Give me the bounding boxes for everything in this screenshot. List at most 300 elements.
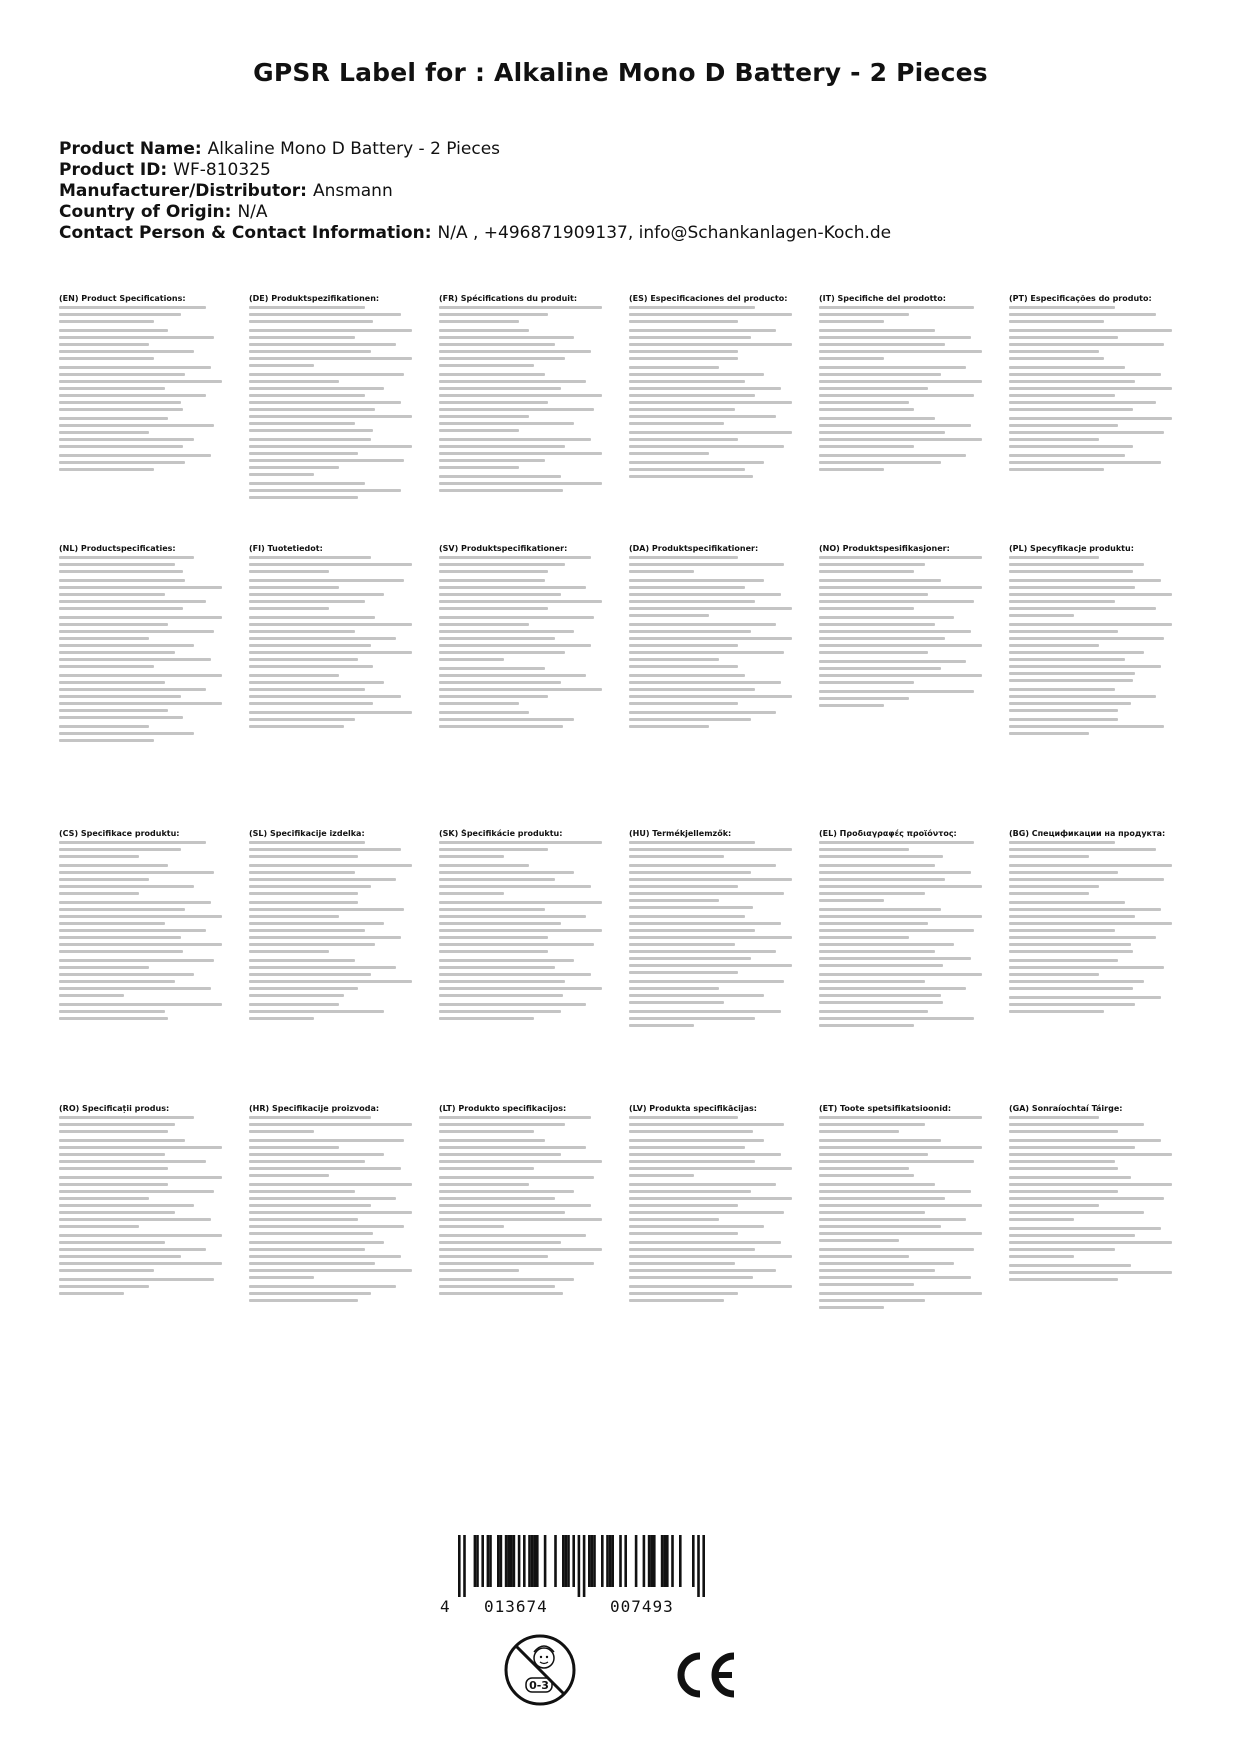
language-block bbox=[819, 544, 982, 713]
spec-section bbox=[629, 1010, 792, 1027]
barcode-bar bbox=[531, 1535, 534, 1587]
text-line bbox=[629, 357, 738, 360]
text-line bbox=[1009, 943, 1131, 946]
text-line bbox=[59, 1010, 165, 1013]
text-line bbox=[439, 570, 548, 573]
text-line bbox=[439, 1248, 602, 1251]
text-line bbox=[819, 987, 966, 990]
text-line bbox=[819, 660, 966, 663]
product-name-row bbox=[59, 139, 1189, 160]
text-line bbox=[629, 1276, 753, 1279]
text-line bbox=[629, 1255, 792, 1258]
text-line bbox=[439, 980, 565, 983]
text-line bbox=[1009, 329, 1172, 332]
text-line bbox=[249, 429, 373, 432]
text-line bbox=[439, 623, 529, 626]
text-line bbox=[819, 1116, 982, 1119]
language-block bbox=[629, 1104, 792, 1308]
text-line bbox=[1009, 387, 1172, 390]
text-line bbox=[819, 336, 971, 339]
spec-section bbox=[439, 1003, 602, 1020]
barcode-bar bbox=[500, 1535, 503, 1587]
text-line bbox=[249, 908, 404, 911]
text-line bbox=[439, 674, 586, 677]
text-line bbox=[629, 1130, 753, 1133]
text-line bbox=[1009, 936, 1156, 939]
spec-section bbox=[1009, 901, 1172, 953]
text-line bbox=[1009, 973, 1099, 976]
text-line bbox=[1009, 630, 1118, 633]
text-line bbox=[249, 1017, 314, 1020]
text-line bbox=[59, 1204, 194, 1207]
spec-section bbox=[249, 616, 412, 668]
text-line bbox=[629, 987, 719, 990]
text-line bbox=[1009, 623, 1172, 626]
text-line bbox=[249, 1299, 358, 1302]
text-line bbox=[819, 401, 909, 404]
text-line bbox=[1009, 841, 1115, 844]
text-line bbox=[439, 943, 594, 946]
product-info bbox=[59, 139, 1189, 244]
text-line bbox=[439, 343, 555, 346]
language-block bbox=[1009, 829, 1172, 1019]
text-line bbox=[439, 438, 591, 441]
text-line bbox=[59, 674, 222, 677]
text-line bbox=[59, 901, 211, 904]
spec-section bbox=[1009, 1139, 1172, 1170]
spec-section bbox=[249, 901, 412, 953]
text-line bbox=[629, 980, 784, 983]
text-line bbox=[819, 607, 914, 610]
text-line bbox=[439, 915, 586, 918]
spec-section bbox=[629, 431, 792, 455]
text-line bbox=[629, 431, 792, 434]
text-line bbox=[59, 658, 211, 661]
text-line bbox=[629, 906, 753, 909]
text-line bbox=[59, 1241, 165, 1244]
spec-section bbox=[249, 373, 412, 432]
text-line bbox=[439, 1139, 545, 1142]
text-line bbox=[819, 417, 935, 420]
spec-section bbox=[629, 579, 792, 617]
text-line bbox=[1009, 1153, 1172, 1156]
barcode-bar bbox=[619, 1535, 622, 1587]
text-line bbox=[819, 1017, 974, 1020]
text-line bbox=[1009, 431, 1164, 434]
spec-section bbox=[1009, 454, 1172, 471]
text-line bbox=[249, 922, 384, 925]
language-heading: (IT) Specifiche del prodotto: bbox=[819, 294, 946, 303]
text-line bbox=[629, 1146, 745, 1149]
text-line bbox=[439, 936, 548, 939]
text-line bbox=[439, 718, 574, 721]
text-line bbox=[59, 387, 165, 390]
text-line bbox=[1009, 607, 1156, 610]
text-line bbox=[439, 1190, 574, 1193]
text-line bbox=[249, 718, 355, 721]
text-line bbox=[1009, 892, 1089, 895]
text-line bbox=[249, 936, 401, 939]
text-line bbox=[819, 1197, 945, 1200]
text-line bbox=[819, 424, 971, 427]
text-line bbox=[1009, 709, 1118, 712]
text-line bbox=[59, 915, 222, 918]
barcode-bar bbox=[536, 1535, 539, 1587]
text-line bbox=[819, 864, 935, 867]
contact-row bbox=[59, 223, 1189, 244]
text-line bbox=[439, 373, 545, 376]
text-line bbox=[59, 438, 194, 441]
barcode-bar bbox=[567, 1535, 570, 1587]
text-line bbox=[819, 1306, 884, 1309]
text-line bbox=[249, 1174, 329, 1177]
text-line bbox=[629, 1292, 738, 1295]
text-line bbox=[439, 394, 602, 397]
text-line bbox=[629, 929, 755, 932]
text-line bbox=[819, 1139, 941, 1142]
text-line bbox=[819, 667, 941, 670]
text-line bbox=[629, 1024, 694, 1027]
text-line bbox=[249, 848, 401, 851]
spec-section bbox=[629, 1116, 792, 1133]
barcode-bar bbox=[510, 1535, 513, 1587]
text-line bbox=[59, 1116, 194, 1119]
text-line bbox=[249, 711, 412, 714]
text-line bbox=[59, 864, 168, 867]
text-line bbox=[629, 1116, 738, 1119]
text-line bbox=[59, 431, 149, 434]
text-line bbox=[439, 841, 602, 844]
spec-section bbox=[819, 1183, 982, 1242]
spec-section bbox=[819, 556, 982, 573]
spec-section bbox=[819, 417, 982, 448]
spec-section bbox=[1009, 417, 1172, 448]
text-line bbox=[439, 1262, 594, 1265]
spec-section bbox=[439, 1234, 602, 1272]
text-line bbox=[59, 1017, 168, 1020]
text-line bbox=[629, 570, 694, 573]
text-line bbox=[629, 607, 792, 610]
text-line bbox=[59, 950, 183, 953]
spec-section bbox=[249, 579, 412, 610]
text-line bbox=[1009, 695, 1156, 698]
text-line bbox=[629, 922, 781, 925]
text-line bbox=[819, 586, 982, 589]
language-block bbox=[439, 294, 602, 498]
text-line bbox=[819, 922, 928, 925]
spec-section bbox=[249, 1139, 412, 1177]
text-line bbox=[629, 415, 776, 418]
text-line bbox=[59, 980, 175, 983]
language-block bbox=[59, 294, 222, 477]
spec-section bbox=[439, 1176, 602, 1228]
text-line bbox=[59, 966, 149, 969]
text-line bbox=[629, 1160, 755, 1163]
text-line bbox=[59, 637, 149, 640]
text-line bbox=[629, 350, 738, 353]
barcode-bar bbox=[635, 1535, 638, 1587]
text-line bbox=[439, 711, 529, 714]
text-line bbox=[629, 971, 738, 974]
text-line bbox=[629, 1248, 755, 1251]
text-line bbox=[249, 570, 329, 573]
spec-section bbox=[629, 915, 792, 974]
page-title: GPSR Label for : Alkaline Mono D Battery - 2 Pieces bbox=[253, 58, 988, 87]
text-line bbox=[59, 1123, 175, 1126]
text-line bbox=[629, 329, 776, 332]
text-line bbox=[819, 950, 935, 953]
text-line bbox=[819, 438, 982, 441]
spec-section bbox=[629, 841, 792, 858]
text-line bbox=[1009, 570, 1133, 573]
text-line bbox=[819, 704, 884, 707]
text-line bbox=[629, 711, 776, 714]
spec-section bbox=[59, 579, 222, 610]
text-line bbox=[629, 373, 764, 376]
text-line bbox=[819, 387, 928, 390]
text-line bbox=[439, 681, 561, 684]
text-line bbox=[439, 429, 519, 432]
spec-section bbox=[819, 973, 982, 1004]
text-line bbox=[819, 929, 974, 932]
text-line bbox=[249, 482, 365, 485]
text-line bbox=[819, 343, 945, 346]
text-line bbox=[629, 871, 751, 874]
text-line bbox=[59, 1269, 154, 1272]
text-line bbox=[59, 320, 154, 323]
text-line bbox=[59, 579, 185, 582]
text-line bbox=[439, 994, 563, 997]
text-line bbox=[629, 1269, 776, 1272]
text-line bbox=[59, 593, 165, 596]
barcode-bar bbox=[481, 1535, 484, 1587]
text-line bbox=[1009, 637, 1164, 640]
text-line bbox=[439, 908, 545, 911]
spec-section bbox=[629, 864, 792, 909]
text-line bbox=[249, 380, 339, 383]
spec-section bbox=[629, 1241, 792, 1279]
text-line bbox=[819, 1218, 966, 1221]
text-line bbox=[249, 445, 412, 448]
barcode-bar bbox=[565, 1535, 568, 1587]
spec-section bbox=[439, 1278, 602, 1295]
language-heading: (EN) Product Specifications: bbox=[59, 294, 186, 303]
text-line bbox=[819, 313, 909, 316]
text-line bbox=[439, 901, 602, 904]
text-line bbox=[819, 957, 971, 960]
barcode-bar bbox=[679, 1535, 682, 1587]
language-heading: (FI) Tuotetiedot: bbox=[249, 544, 323, 553]
text-line bbox=[629, 1183, 776, 1186]
language-block bbox=[439, 829, 602, 1026]
text-line bbox=[249, 674, 339, 677]
text-line bbox=[439, 452, 602, 455]
barcode-bar bbox=[593, 1535, 596, 1587]
text-line bbox=[59, 380, 222, 383]
text-line bbox=[249, 593, 384, 596]
text-line bbox=[629, 994, 764, 997]
text-line bbox=[249, 1010, 384, 1013]
text-line bbox=[1009, 313, 1156, 316]
text-line bbox=[1009, 614, 1074, 617]
text-line bbox=[439, 878, 555, 881]
spec-section bbox=[59, 1116, 222, 1133]
text-line bbox=[819, 878, 945, 881]
text-line bbox=[439, 387, 561, 390]
text-line bbox=[439, 1234, 586, 1237]
text-line bbox=[249, 1116, 371, 1119]
text-line bbox=[1009, 320, 1104, 323]
language-heading: (HU) Termékjellemzők: bbox=[629, 829, 732, 838]
text-line bbox=[59, 570, 183, 573]
text-line bbox=[819, 593, 928, 596]
text-line bbox=[819, 445, 914, 448]
product-id-row bbox=[59, 160, 1189, 181]
text-line bbox=[629, 1123, 784, 1126]
text-line bbox=[59, 1197, 149, 1200]
text-line bbox=[249, 438, 371, 441]
text-line bbox=[249, 665, 373, 668]
text-line bbox=[59, 1146, 222, 1149]
language-heading: (LV) Produkta specifikācijas: bbox=[629, 1104, 757, 1113]
language-heading: (HR) Specifikacije proizvoda: bbox=[249, 1104, 380, 1113]
text-line bbox=[439, 1183, 529, 1186]
text-line bbox=[439, 651, 565, 654]
text-line bbox=[439, 445, 565, 448]
text-line bbox=[629, 1232, 738, 1235]
text-line bbox=[439, 320, 519, 323]
text-line bbox=[629, 725, 709, 728]
text-line bbox=[249, 623, 412, 626]
text-line bbox=[249, 1130, 314, 1133]
spec-section bbox=[249, 1116, 412, 1133]
text-line bbox=[439, 489, 563, 492]
spec-section bbox=[439, 579, 602, 610]
text-line bbox=[629, 957, 751, 960]
text-line bbox=[1009, 950, 1133, 953]
text-line bbox=[439, 1176, 594, 1179]
spec-section bbox=[819, 1139, 982, 1177]
barcode-bars bbox=[440, 1535, 724, 1597]
text-line bbox=[1009, 424, 1118, 427]
text-line bbox=[1009, 1241, 1172, 1244]
text-line bbox=[59, 454, 211, 457]
text-line bbox=[819, 431, 945, 434]
barcode-bar bbox=[606, 1535, 609, 1587]
text-line bbox=[439, 922, 561, 925]
spec-section bbox=[249, 1003, 412, 1020]
text-line bbox=[249, 1153, 384, 1156]
origin-label: Country of Origin: bbox=[59, 202, 232, 222]
barcode-bar bbox=[663, 1535, 666, 1587]
text-line bbox=[819, 980, 925, 983]
manufacturer-row bbox=[59, 181, 1189, 202]
text-line bbox=[819, 1276, 971, 1279]
text-line bbox=[249, 688, 365, 691]
text-line bbox=[819, 1123, 925, 1126]
barcode-bar bbox=[624, 1535, 627, 1587]
origin-row bbox=[59, 202, 1189, 223]
text-line bbox=[249, 644, 371, 647]
text-line bbox=[629, 614, 709, 617]
spec-section bbox=[629, 461, 792, 478]
text-line bbox=[59, 366, 211, 369]
language-block bbox=[249, 544, 412, 734]
text-line bbox=[249, 336, 355, 339]
spec-section bbox=[819, 1116, 982, 1133]
text-line bbox=[439, 1146, 586, 1149]
text-line bbox=[59, 1248, 206, 1251]
text-line bbox=[249, 702, 373, 705]
language-block bbox=[629, 829, 792, 1033]
text-line bbox=[249, 959, 355, 962]
text-line bbox=[59, 1167, 168, 1170]
product-name-label: Product Name: bbox=[59, 139, 202, 159]
text-line bbox=[819, 908, 941, 911]
text-line bbox=[629, 1225, 764, 1228]
text-line bbox=[59, 1190, 214, 1193]
text-line bbox=[59, 445, 183, 448]
text-line bbox=[819, 697, 909, 700]
text-line bbox=[629, 336, 751, 339]
text-line bbox=[249, 364, 314, 367]
text-line bbox=[819, 373, 941, 376]
language-block bbox=[249, 1104, 412, 1308]
text-line bbox=[439, 364, 534, 367]
text-line bbox=[59, 336, 214, 339]
text-line bbox=[1009, 357, 1104, 360]
spec-section bbox=[629, 1183, 792, 1235]
language-heading: (BG) Спецификации на продукта: bbox=[1009, 829, 1166, 838]
language-heading: (EL) Προδιαγραφές προϊόντος: bbox=[819, 829, 957, 838]
spec-section bbox=[819, 660, 982, 684]
text-line bbox=[629, 892, 784, 895]
text-line bbox=[1009, 468, 1104, 471]
text-line bbox=[249, 373, 404, 376]
text-line bbox=[59, 1153, 165, 1156]
text-line bbox=[1009, 563, 1144, 566]
text-line bbox=[59, 732, 194, 735]
text-line bbox=[629, 637, 792, 640]
text-line bbox=[59, 1262, 222, 1265]
text-line bbox=[59, 908, 185, 911]
spec-section bbox=[59, 306, 222, 323]
text-line bbox=[59, 329, 168, 332]
text-line bbox=[439, 357, 565, 360]
ce-mark-icon bbox=[670, 1650, 738, 1700]
text-line bbox=[439, 616, 594, 619]
text-line bbox=[1009, 1278, 1118, 1281]
spec-section bbox=[249, 1285, 412, 1302]
text-line bbox=[439, 1225, 504, 1228]
text-line bbox=[249, 489, 401, 492]
text-line bbox=[819, 1232, 982, 1235]
text-line bbox=[59, 644, 194, 647]
text-line bbox=[629, 475, 753, 478]
text-line bbox=[249, 1139, 404, 1142]
text-line bbox=[629, 1241, 781, 1244]
text-line bbox=[439, 1003, 586, 1006]
text-line bbox=[249, 855, 358, 858]
text-line bbox=[59, 563, 175, 566]
text-line bbox=[439, 1241, 561, 1244]
text-line bbox=[59, 401, 181, 404]
barcode-bar bbox=[692, 1535, 695, 1587]
text-line bbox=[629, 438, 738, 441]
text-line bbox=[249, 357, 412, 360]
barcode-bar bbox=[528, 1535, 531, 1587]
spec-section bbox=[819, 690, 982, 707]
